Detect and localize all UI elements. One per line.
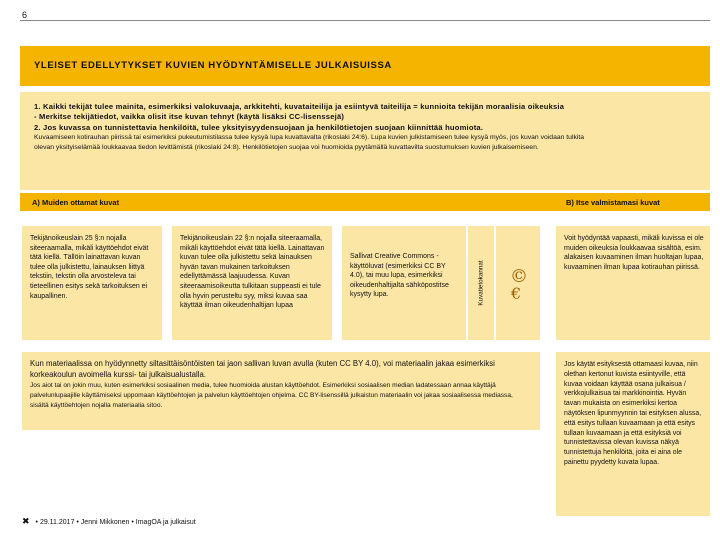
euro-icon: € (511, 284, 522, 303)
image-databases-label: Kuvatietokannat (477, 260, 485, 306)
rule-2: 2. Jos kuvassa on tunnistettavia henkilöitä, tulee yksityisyydensuojaan ja henkilötietojen suojaan kiinnittää huomiota. (34, 122, 484, 132)
sharing-box (22, 352, 540, 430)
page-title: YLEISET EDELLYTYKSET KUVIEN HYÖDYNTÄMISELLE JULKAISUISSA (34, 60, 392, 71)
rule-2-detail-2: olevan yksityiselämää loukkaavaa tiedon levittämistä (rikoslaki 24:8). Henkilötietojen suojaa voi huomioida pyytämällä kuvattavilta suostumuksen kuvien julkaisemiseen. (34, 144, 539, 152)
footer-text: • 29.11.2017 • Jenni Mikkonen • ImagOA ja julkaisut (35, 519, 196, 526)
page-number: 6 (22, 10, 28, 20)
performance-images-box (556, 352, 710, 516)
quotation-box-22-text: Tekijänoikeuslain 22 §:n nojalla siteeraamalla, mikäli käyttöehdot eivät tätä kiellä. Lainattavan kuvan tulee olla julkistettu sekä lainauksen hyvän tavan mukainen tarkoituksen edellyttämässä laajuudessa. Kuvan siteeraamisoikeutta tulkitaan suppeasti ei tule olla hyvin perusteltu syy, miksi kuvaa saa käyttää ilman oikeudenhaltijan lupaa (180, 235, 325, 310)
rule-1-note: - Merkitse tekijätiedot, vaikka olisit itse kuvan tehnyt (käytä lisäksi CC-lisenssejä) (34, 112, 345, 122)
rules-text (34, 102, 704, 153)
copyright-icon: © (510, 266, 528, 287)
logo-icon: ✖ (22, 516, 30, 526)
section-a-heading: A) Muiden ottamat kuvat (32, 198, 120, 207)
own-images-box (556, 226, 710, 340)
performance-images-text: Jos käytät esityksestä ottamaasi kuvaa, niin olethan kertonut kuvista esiintyville, että kuvaa voidaan käyttää osana julkaisua / verkkojulkaisua tai markkinointia. Hyvän tavan mukaista on esimerkiksi kertoa näytöksen lipunmyynnin tai esityksen alussa, että esitys tullaan kuvaamaan ja että esitys tullaan kuvaamaan ja että esityksiä voi tunnistettavissa olevan kuvissa näkyä tunnistettuja henkilöitä, joita ei aina ole painettu pyydetty kuvata lupaa. (564, 361, 702, 466)
quotation-box-25 (22, 226, 162, 340)
footer (22, 516, 196, 527)
license-box-text: Sallivat Creative Commons -käyttöluvat (esimerkiksi CC BY 4.0), tai muu lupa, esimerkiksi oikeudenhaltijalta sähköpostitse kysytty lupa. (350, 253, 449, 299)
rule-1: 1. Kaikki tekijät tulee mainita, esimerkiksi valokuvaaja, arkkitehti, kuvataiteilija ja esiintyvä taiteilija = kunnioita tekijän moraalisia oikeuksia (34, 102, 565, 111)
quotation-box-22 (172, 226, 332, 340)
quotation-box-25-text: Tekijänoikeuslain 25 §:n nojalla siteeraamalla, mikäli käyttöehdot eivät tätä kiellä. Tällöin lainattavan kuvan tulee olla julkistettu, lainauksen liittyä tekstiin, tekstin olla arvosteleva tai tieteellinen esitys sekä tarkoituksen ei kaupallinen. (30, 235, 149, 300)
top-divider (20, 20, 710, 21)
own-images-text: Voit hyödyntää vapaasti, mikäli kuvissa ei ole muiden oikeuksia loukkaavaa sisältöä, esim. alakaisen kuvaaminen ilman huoltajan lupaa, kuvaaminen ilman lupaa kotirauhan piirissä. (564, 235, 704, 271)
section-b-heading: B) Itse valmistamasi kuvat (566, 198, 660, 207)
rule-2-detail-1: Kuvaamiseen kotirauhan piirissä tai esimerkiksi pukeutumistilassa tulee kysyä lupa kuvattavalta (rikoslaki 24:6). Lupa kuvien julkistamiseen tulee kysyä myös, jos kuvan voidaan tulkita (34, 133, 585, 141)
sharing-detail: Jos aiot tai on jokin muu, kuten esimerkiksi sosiaalinen media, tulee huomioida alustan käyttöehdot. Esimerkiksi sosiaalisen median ladatessaan annaa käyttäjä palvelunlupaajille käyttämiseksi uppomaan käyttöehtojen ja palvelun käyttöehtojen ohjelma. CC BY-lisenssillä julkaistun materiaalin voi jakaa sosiaalisessa mediassa, sisältä käyttöehtojen nojalla materiaalia sitoo. (30, 382, 513, 409)
license-box (342, 226, 466, 340)
sharing-text: Kun materiaalissa on hyödynnetty siltasittäisöntöisten tai jaon sallivan luvan avulla (kuten CC BY 4.0), voi materiaalin jakaa esimerkiksi korkeakoulun avoimella kurssi- tai julkaisualustalla. (30, 359, 495, 379)
